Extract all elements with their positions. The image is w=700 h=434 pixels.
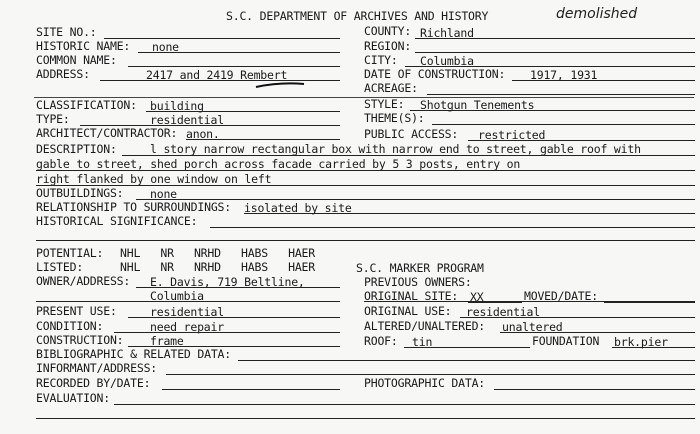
recorded-by-label: RECORDED BY/DATE: (36, 376, 151, 390)
common-name-line (128, 66, 340, 67)
handwritten-underline-mark (254, 80, 306, 90)
outbuildings-value: none (150, 187, 177, 201)
architect-label: ARCHITECT/CONTRACTOR: (36, 126, 178, 140)
relationship-label: RELATIONSHIP TO SURROUNDINGS: (36, 200, 231, 214)
county-label: COUNTY: (364, 24, 412, 38)
historical-significance-label: HISTORICAL SIGNIFICANCE: (36, 214, 198, 228)
potential-label: POTENTIAL: (36, 246, 104, 260)
original-site-value: XX (470, 290, 484, 304)
photographic-data-line (494, 389, 695, 390)
historical-significance-line (210, 227, 695, 228)
public-access-label: PUBLIC ACCESS: (364, 127, 459, 141)
marker-program-label: S.C. MARKER PROGRAM (356, 261, 484, 275)
address-value: 2417 and 2419 Rembert (146, 68, 288, 82)
theme-label: THEME(S): (364, 111, 425, 125)
description-underline-3 (36, 185, 695, 186)
present-use-value: residential (150, 305, 224, 319)
relationship-value: isolated by site (244, 201, 352, 215)
public-access-line (468, 140, 695, 141)
type-label: TYPE: (36, 112, 70, 126)
bibliographic-line (238, 360, 695, 361)
foundation-label: FOUNDATION (532, 334, 600, 348)
historical-significance-line-2 (36, 240, 695, 241)
condition-label: CONDITION: (36, 319, 104, 333)
description-label: DESCRIPTION: (36, 142, 117, 156)
moved-date-line (604, 302, 695, 303)
construction-value: frame (150, 334, 184, 348)
style-value: Shotgun Tenements (420, 98, 535, 112)
description-underline-2 (36, 170, 695, 171)
site-no-label: SITE NO.: (36, 25, 97, 39)
classification-line (146, 111, 340, 112)
altered-label: ALTERED/UNALTERED: (364, 319, 486, 333)
historic-name-line (138, 52, 340, 53)
historic-name-label: HISTORIC NAME: (36, 39, 131, 53)
roof-line (404, 347, 530, 348)
roof-value: tin (412, 335, 433, 349)
condition-value: need repair (150, 320, 224, 334)
altered-line (500, 332, 695, 333)
type-value: residential (150, 113, 224, 127)
owner-line-1 (136, 287, 340, 288)
recorded-by-line (162, 389, 340, 390)
original-site-label: ORIGINAL SITE: (364, 289, 459, 303)
photographic-data-label: PHOTOGRAPHIC DATA: (364, 376, 486, 390)
description-line-3: right flanked by one window on left (36, 172, 272, 186)
present-use-line (128, 317, 340, 318)
acreage-line (427, 94, 695, 95)
roof-label: ROOF: (364, 334, 398, 348)
evaluation-label: EVALUATION: (36, 391, 110, 405)
form-header: S.C. DEPARTMENT OF ARCHIVES AND HISTORY (226, 9, 489, 23)
condition-line (114, 332, 340, 333)
county-line (415, 38, 695, 39)
evaluation-line-2 (36, 418, 695, 419)
region-line (415, 52, 695, 53)
acreage-label: ACREAGE: (364, 81, 418, 95)
description-underline-1 (122, 155, 695, 156)
city-label: CITY: (364, 53, 398, 67)
site-no-line (104, 38, 340, 39)
architect-value: anon. (186, 127, 220, 141)
owner-label: OWNER/ADDRESS: (36, 274, 131, 288)
description-line-2: gable to street, shed porch across facade carried by 5 3 posts, entry on (36, 157, 521, 171)
original-site-line (468, 302, 522, 303)
listed-label: LISTED: (36, 260, 84, 274)
city-value: Columbia (420, 54, 474, 68)
present-use-label: PRESENT USE: (36, 304, 117, 318)
date-construction-value: 1917, 1931 (530, 68, 598, 82)
handwritten-demolished-note: demolished (556, 6, 638, 22)
previous-owners-label: PREVIOUS OWNERS: (364, 275, 472, 289)
altered-value: unaltered (502, 320, 563, 334)
informant-line (166, 374, 695, 375)
bibliographic-label: BIBLIOGRAPHIC & RELATED DATA: (36, 347, 231, 361)
original-use-value: residential (466, 305, 540, 319)
style-label: STYLE: (364, 97, 405, 111)
owner-value-line-1: E. Davis, 719 Beltline, (150, 275, 305, 289)
description-line-1: l story narrow rectangular box with narrow end to street, gable roof with (150, 142, 641, 156)
architect-line (186, 139, 340, 140)
foundation-value: brk.pier (614, 335, 668, 349)
historic-name-value: none (152, 40, 179, 54)
relationship-line (244, 213, 695, 214)
region-label: REGION: (364, 39, 412, 53)
owner-value-line-2: Columbia (150, 289, 204, 303)
county-value: Richland (420, 26, 474, 40)
address-label: ADDRESS: (36, 67, 90, 81)
common-name-label: COMMON NAME: (36, 53, 117, 67)
owner-line-2 (36, 301, 340, 302)
public-access-value: restricted (478, 128, 546, 142)
theme-line (432, 124, 695, 125)
informant-label: INFORMANT/ADDRESS: (36, 361, 158, 375)
date-construction-label: DATE OF CONSTRUCTION: (364, 67, 506, 81)
evaluation-line (114, 404, 695, 405)
style-line (410, 110, 695, 111)
moved-date-label: MOVED/DATE: (524, 289, 598, 303)
classification-label: CLASSIFICATION: (36, 98, 137, 112)
listed-options: NHL NR NRHD HABS HAER (120, 260, 315, 274)
original-use-line (460, 317, 695, 318)
outbuildings-label: OUTBUILDINGS: (36, 186, 124, 200)
date-construction-line (512, 80, 695, 81)
potential-options: NHL NR NRHD HABS HAER (120, 246, 315, 260)
original-use-label: ORIGINAL USE: (364, 304, 452, 318)
foundation-line (612, 347, 695, 348)
construction-label: CONSTRUCTION: (36, 333, 124, 347)
classification-value: building (150, 99, 204, 113)
